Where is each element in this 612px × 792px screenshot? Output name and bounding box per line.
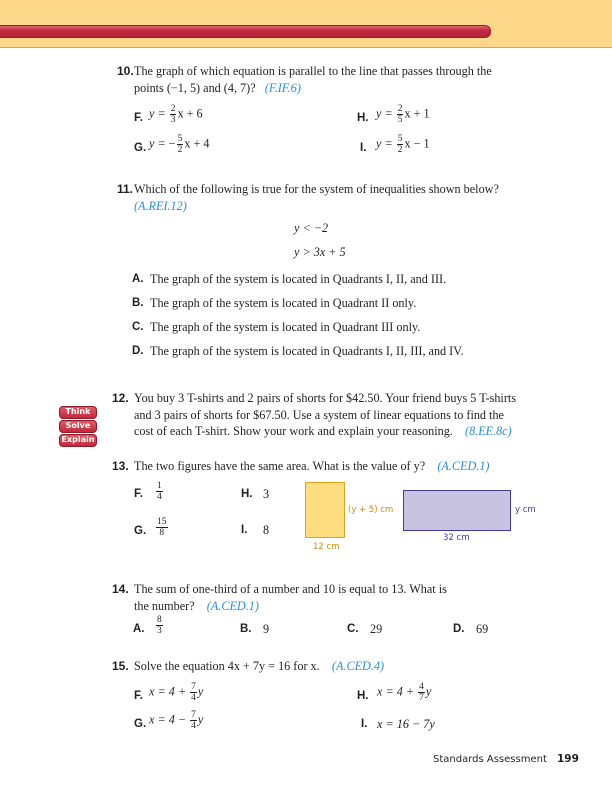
- inequality-2: y > 3x + 5: [294, 245, 346, 259]
- purple-rectangle-figure: [403, 490, 511, 531]
- question-number: 13.: [112, 459, 129, 473]
- question-text: The graph of which equation is parallel to the line that passes through the points (−1, 5) and (4, 7)? (F.IF.6): [134, 64, 492, 95]
- question-text: You buy 3 T-shirts and 2 pairs of shorts for $42.50. Your friend buys 5 T-shirts and 3 pairs of shorts for $67.50. Use a system of linear equations to find the cost of each T-shirt. Show your work and explain your reasoning. (8.EE.8c): [134, 391, 517, 438]
- standard-code: (A.REI.12): [134, 198, 187, 213]
- standard-code: (8.EE.8c): [465, 424, 512, 438]
- standard-code: (F.IF.6): [264, 80, 301, 95]
- question-number: 12.: [112, 391, 129, 405]
- inequality-1: y < −2: [294, 221, 329, 235]
- page-number: 199: [557, 753, 579, 765]
- yellow-height-label: (y + 5) cm: [348, 505, 394, 515]
- footer-title: Standards Assessment: [433, 754, 547, 765]
- question-number: 11.: [117, 182, 134, 196]
- standard-code: (A.CED.1): [206, 598, 259, 613]
- header-bar: [0, 25, 491, 38]
- header-banner: [0, 0, 612, 48]
- question-text: Which of the following is true for the system of inequalities shown below? (A.REI.12): [134, 182, 499, 213]
- yellow-rectangle-figure: [305, 482, 345, 538]
- yellow-width-label: 12 cm: [313, 542, 340, 552]
- question-number: 14.: [112, 582, 129, 596]
- question-number: 15.: [112, 659, 129, 673]
- think-solve-explain-badge: Think Solve Explain: [59, 406, 97, 448]
- question-text: Solve the equation 4x + 7y = 16 for x. (A.CED.4): [134, 659, 385, 673]
- question-text: The two figures have the same area. What is the value of y? (A.CED.1): [134, 459, 490, 473]
- question-number: 10.: [117, 64, 134, 78]
- purple-width-label: 32 cm: [443, 533, 470, 543]
- standard-code: (A.CED.4): [331, 659, 385, 673]
- standard-code: (A.CED.1): [437, 459, 490, 473]
- purple-height-label: y cm: [515, 505, 536, 515]
- question-text: The sum of one-third of a number and 10 is equal to 13. What is the number? (A.CED.1): [134, 582, 447, 613]
